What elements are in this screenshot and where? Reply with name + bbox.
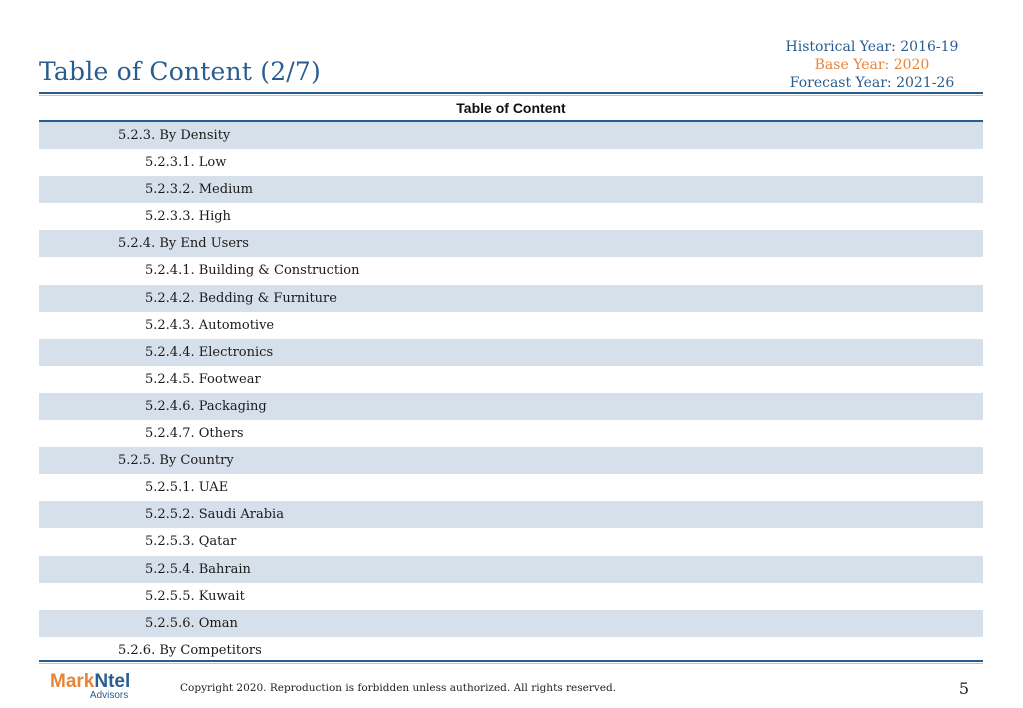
bottom-divider-thin xyxy=(39,663,983,664)
toc-row: 5.2.4.3. Automotive xyxy=(39,312,983,339)
toc-row: 5.2.4.4. Electronics xyxy=(39,339,983,366)
toc-row: 5.2.5.3. Qatar xyxy=(39,528,983,555)
toc-row: 5.2.5.5. Kuwait xyxy=(39,583,983,610)
toc-row: 5.2.4.5. Footwear xyxy=(39,366,983,393)
toc-row: 5.2.5.6. Oman xyxy=(39,610,983,637)
toc-row: 5.2.3. By Density xyxy=(39,122,983,149)
toc-row: 5.2.4.2. Bedding & Furniture xyxy=(39,285,983,312)
base-year: Base Year: 2020 xyxy=(814,57,930,73)
toc-table xyxy=(39,96,983,664)
toc-table-heading: Table of Content xyxy=(39,96,983,122)
logo-mark-text: Mark xyxy=(50,671,95,692)
page-title: Table of Content (2/7) xyxy=(39,57,321,86)
toc-row: 5.2.5.2. Saudi Arabia xyxy=(39,501,983,528)
logo-ntel-text: Ntel xyxy=(94,671,131,692)
logo-wordmark xyxy=(50,672,130,692)
logo-subtitle: Advisors xyxy=(89,690,129,701)
historical-year: Historical Year: 2016-19 xyxy=(785,39,959,55)
bottom-divider xyxy=(39,660,983,662)
toc-row: 5.2.4.6. Packaging xyxy=(39,393,983,420)
toc-row: 5.2.6. By Competitors xyxy=(39,637,983,664)
year-info xyxy=(772,37,972,93)
toc-row: 5.2.3.3. High xyxy=(39,203,983,230)
page-number: 5 xyxy=(958,679,969,698)
toc-row: 5.2.5.1. UAE xyxy=(39,474,983,501)
marterial-logo xyxy=(50,672,130,701)
copyright-notice: Copyright 2020. Reproduction is forbidden unless authorized. All rights reserved. xyxy=(180,682,617,694)
toc-row: 5.2.4. By End Users xyxy=(39,230,983,257)
toc-row: 5.2.5. By Country xyxy=(39,447,983,474)
top-divider xyxy=(39,92,983,94)
toc-row: 5.2.4.7. Others xyxy=(39,420,983,447)
toc-rows xyxy=(39,122,983,664)
forecast-year: Forecast Year: 2021-26 xyxy=(789,75,955,91)
toc-row: 5.2.3.2. Medium xyxy=(39,176,983,203)
toc-row: 5.2.5.4. Bahrain xyxy=(39,556,983,583)
toc-row: 5.2.4.1. Building & Construction xyxy=(39,257,983,284)
toc-row: 5.2.3.1. Low xyxy=(39,149,983,176)
